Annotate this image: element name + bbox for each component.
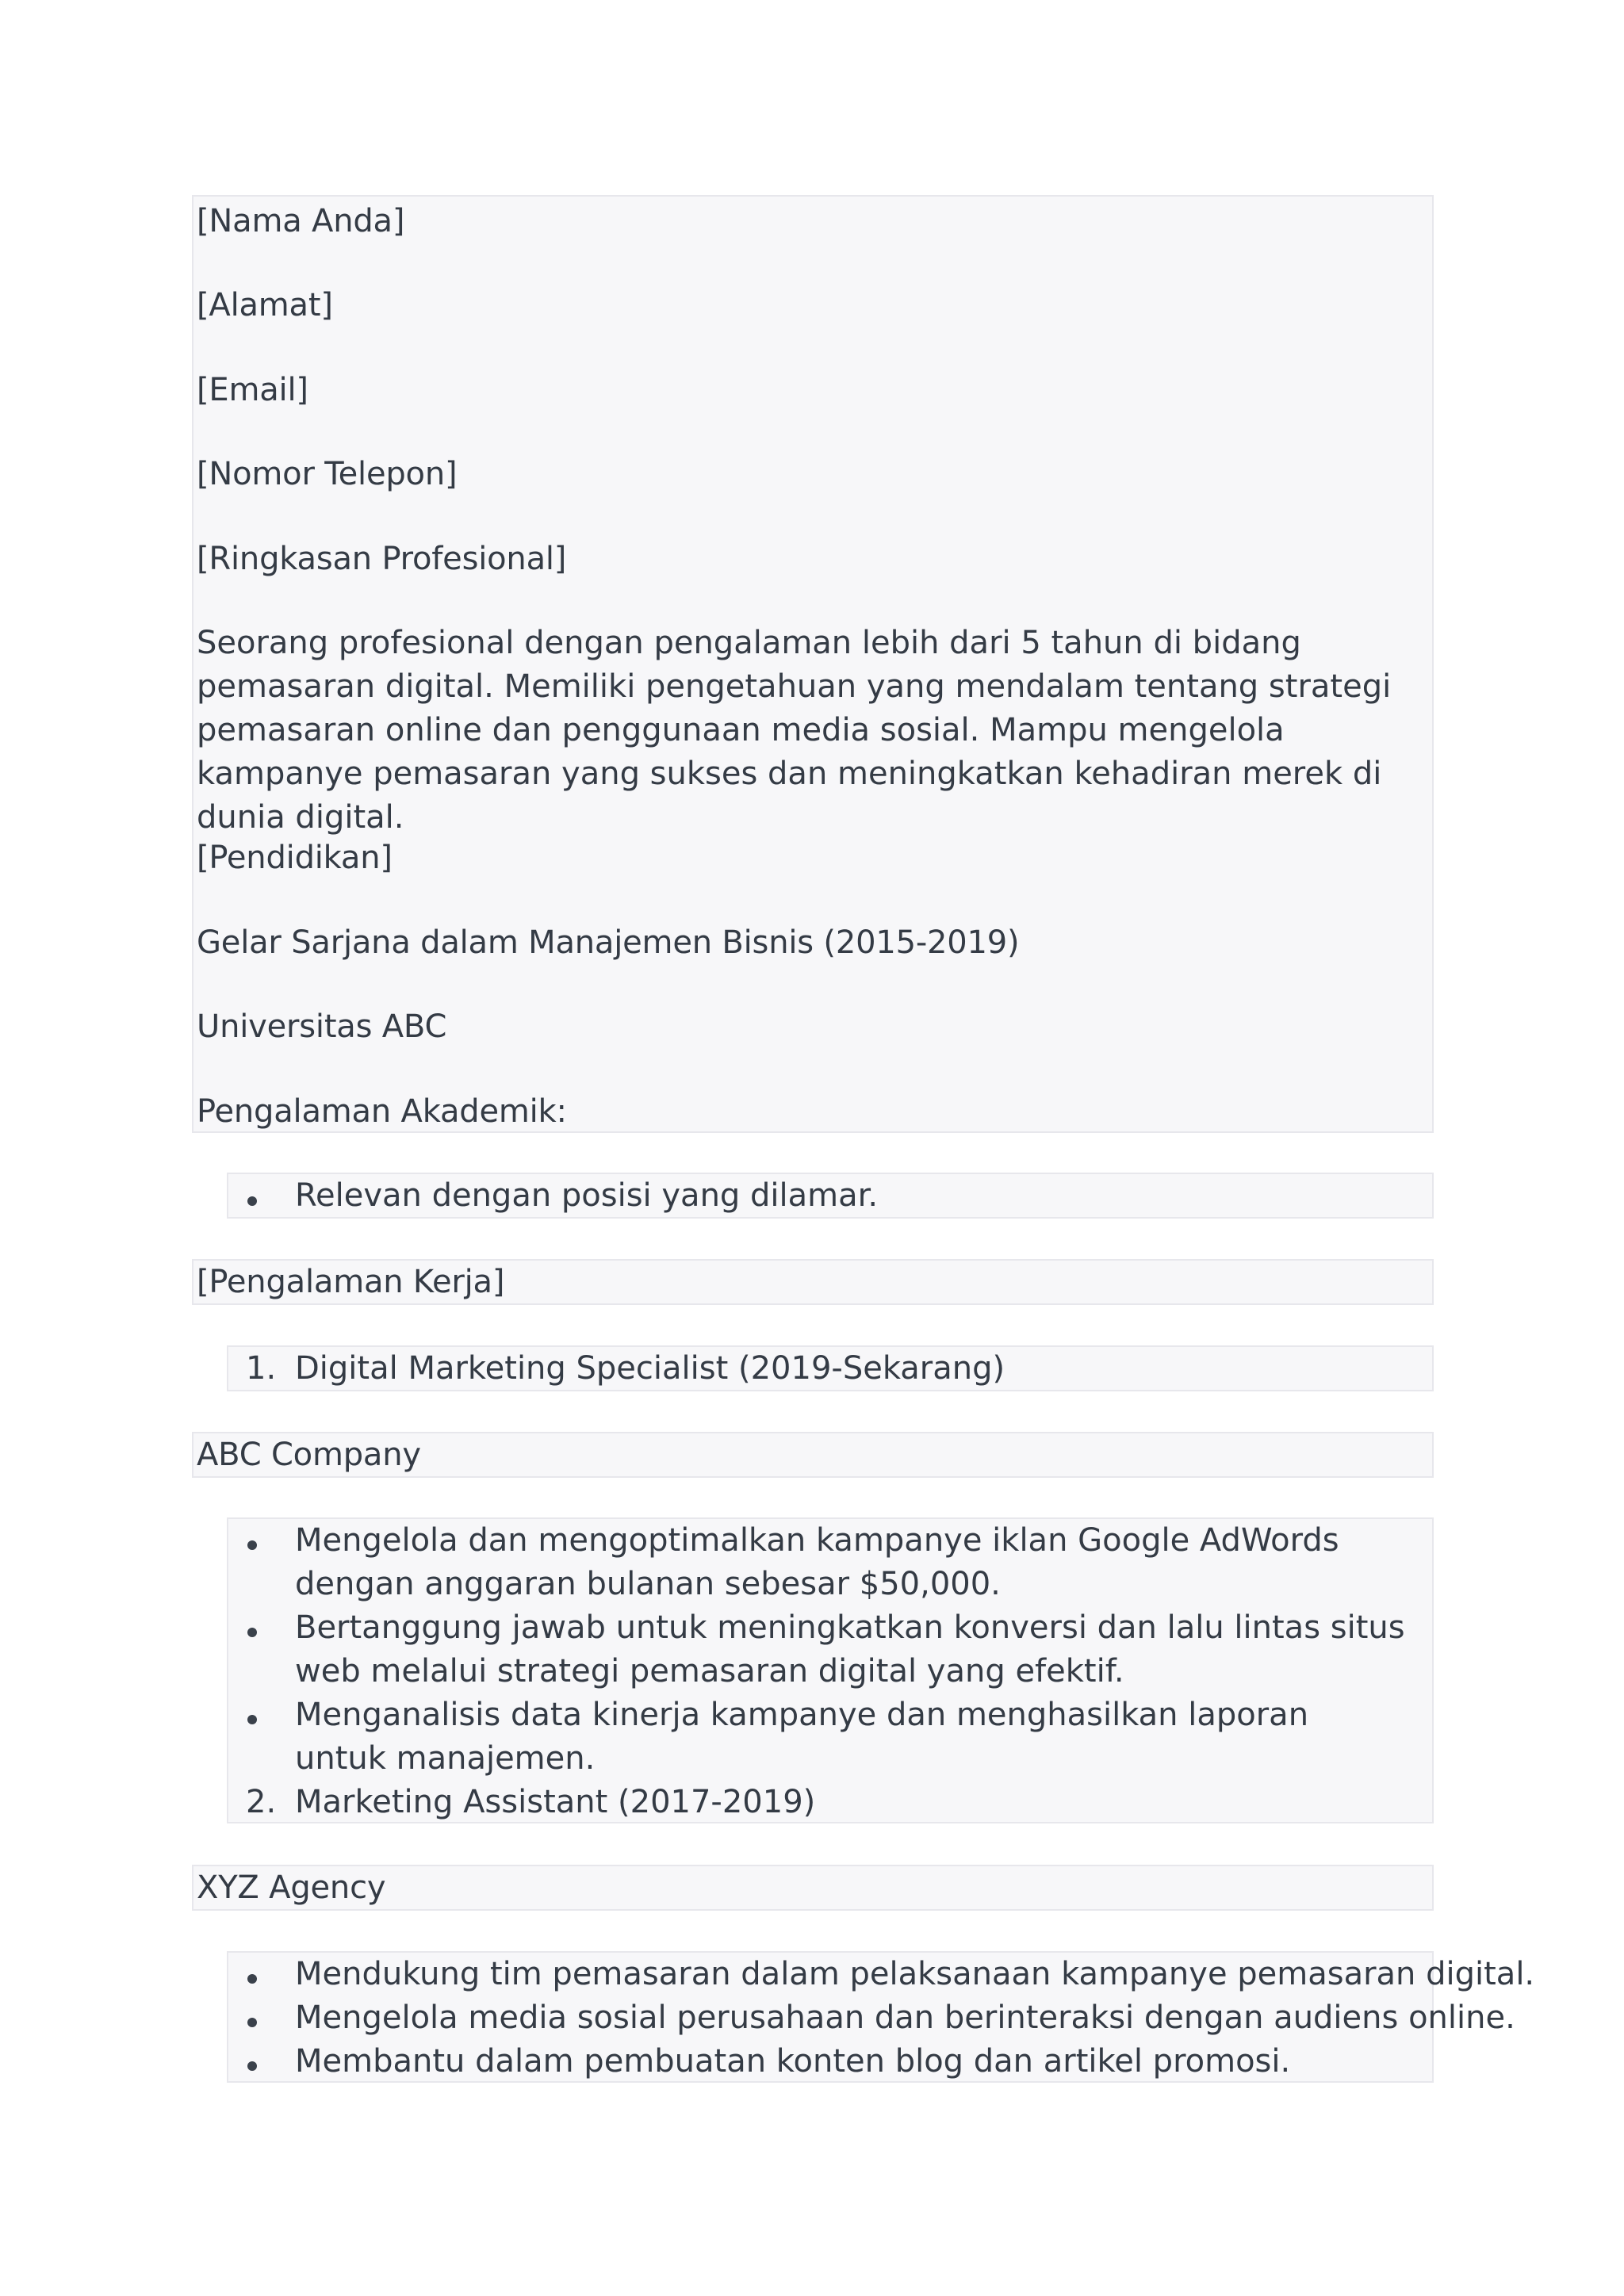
education-heading: [Pendidikan]: [197, 840, 393, 876]
bullet-icon: [247, 1628, 257, 1637]
bullet-icon: [247, 2061, 257, 2071]
job-2-duty: Mengelola media sosial perusahaan dan berinteraksi dengan audiens online.: [295, 1999, 1515, 2036]
job-1-number: 1.: [246, 1350, 277, 1387]
job-1-duty: Mengelola dan mengoptimalkan kampanye iklan Google AdWords dengan anggaran bulanan sebesar $50,000.: [295, 1522, 1339, 1602]
job-2-company: XYZ Agency: [197, 1869, 386, 1906]
degree-text: Gelar Sarjana dalam Manajemen Bisnis (2015-2019): [197, 924, 1020, 961]
school-text: Universitas ABC: [197, 1008, 447, 1045]
experience-heading: [Pengalaman Kerja]: [197, 1264, 505, 1300]
summary-paragraph: Seorang profesional dengan pengalaman lebih dari 5 tahun di bidang pemasaran digital. Memiliki pengetahuan yang mendalam tentang strategi pemasaran online dan penggunaan media sosial. Mampu mengelola kampanye pemasaran yang sukses dan meningkatkan kehadiran merek di dunia digital.: [197, 625, 1392, 836]
bullet-icon: [247, 1974, 257, 1984]
bullet-icon: [247, 1196, 257, 1206]
bullet-icon: [247, 2018, 257, 2027]
email-placeholder: [Email]: [197, 372, 308, 408]
academic-label: Pengalaman Akademik:: [197, 1093, 567, 1130]
name-placeholder: [Nama Anda]: [197, 203, 405, 239]
bullet-icon: [247, 1540, 257, 1550]
address-placeholder: [Alamat]: [197, 287, 333, 323]
job-1-title: Digital Marketing Specialist (2019-Sekarang): [295, 1350, 1005, 1387]
academic-item: Relevan dengan posisi yang dilamar.: [295, 1177, 879, 1214]
bullet-icon: [247, 1715, 257, 1724]
job-2-number: 2.: [246, 1784, 277, 1820]
job-2-duty: Mendukung tim pemasaran dalam pelaksanaan kampanye pemasaran digital.: [295, 1956, 1535, 1992]
job-1-duty: Bertanggung jawab untuk meningkatkan konversi dan lalu lintas situs web melalui strategi pemasaran digital yang efektif.: [295, 1609, 1405, 1689]
job-2-title: Marketing Assistant (2017-2019): [295, 1784, 816, 1820]
summary-heading: [Ringkasan Profesional]: [197, 541, 567, 577]
job-1-company: ABC Company: [197, 1437, 421, 1473]
job-2-duty: Membantu dalam pembuatan konten blog dan artikel promosi.: [295, 2043, 1291, 2080]
phone-placeholder: [Nomor Telepon]: [197, 456, 458, 492]
job-1-duty: Menganalisis data kinerja kampanye dan menghasilkan laporan untuk manajemen.: [295, 1697, 1309, 1777]
